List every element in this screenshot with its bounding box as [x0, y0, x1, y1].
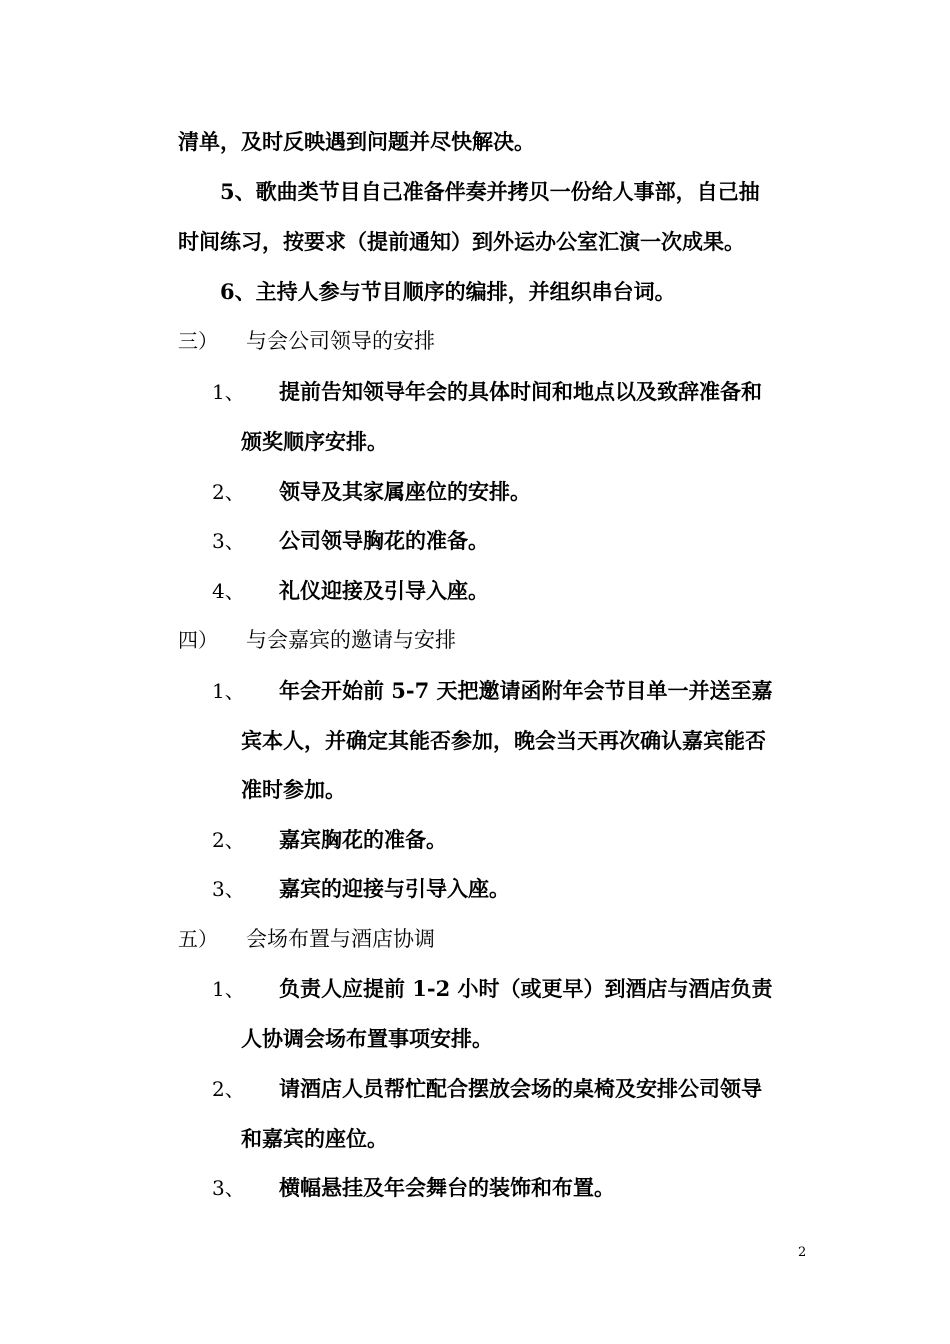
section-4-item-2-text: 嘉宾胸花的准备。 — [279, 827, 447, 852]
section-3-item-4-number: 4、 — [212, 579, 245, 603]
section-5-title: 会场布置与酒店协调 — [246, 927, 435, 951]
section-5-item-1-number: 1、 — [212, 977, 245, 1001]
section-5-item-2-line-2: 和嘉宾的座位。 — [241, 1126, 388, 1151]
section-3-item-2-text: 领导及其家属座位的安排。 — [279, 479, 531, 504]
section-3-item-3-text: 公司领导胸花的准备。 — [279, 528, 489, 553]
section-5-item-3-number: 3、 — [212, 1176, 245, 1200]
page-number: 2 — [798, 1245, 807, 1260]
section-3-item-2-number: 2、 — [212, 480, 245, 504]
section-3-item-1-line-2: 颁奖顺序安排。 — [241, 429, 388, 454]
section-5-item-2-number: 2、 — [212, 1077, 245, 1101]
section-3-number: 三） — [178, 329, 218, 353]
section-3-title: 与会公司领导的安排 — [246, 329, 435, 353]
section-5-item-1-line-2: 人协调会场布置事项安排。 — [241, 1026, 493, 1051]
section-5-number: 五） — [178, 927, 218, 951]
paragraph-6: 6、主持人参与节目顺序的编排，并组织串台词。 — [220, 279, 676, 304]
section-4-title: 与会嘉宾的邀请与安排 — [246, 628, 456, 652]
section-3-item-1-line-1: 提前告知领导年会的具体时间和地点以及致辞准备和 — [279, 379, 762, 404]
section-3-item-4-text: 礼仪迎接及引导入座。 — [279, 578, 489, 603]
section-4-item-1-line-2: 宾本人，并确定其能否参加，晚会当天再次确认嘉宾能否 — [241, 728, 766, 753]
section-3-item-1-number: 1、 — [212, 380, 245, 404]
section-4-item-1-line-3: 准时参加。 — [241, 777, 346, 802]
paragraph-5-line-2: 时间练习，按要求（提前通知）到外运办公室汇演一次成果。 — [178, 229, 745, 254]
section-3-item-3-number: 3、 — [212, 529, 245, 553]
section-5-item-1-line-1: 负责人应提前 1-2 小时（或更早）到酒店与酒店负责 — [279, 976, 773, 1001]
section-5-item-3-text: 横幅悬挂及年会舞台的装饰和布置。 — [279, 1175, 615, 1200]
paragraph-4-continuation: 清单，及时反映遇到问题并尽快解决。 — [178, 129, 535, 154]
section-4-item-3-text: 嘉宾的迎接与引导入座。 — [279, 876, 510, 901]
paragraph-5-line-1: 5、歌曲类节目自己准备伴奏并拷贝一份给人事部，自己抽 — [220, 179, 760, 204]
section-4-number: 四） — [178, 628, 218, 652]
section-4-item-2-number: 2、 — [212, 828, 245, 852]
section-4-item-3-number: 3、 — [212, 877, 245, 901]
section-5-item-2-line-1: 请酒店人员帮忙配合摆放会场的桌椅及安排公司领导 — [279, 1076, 762, 1101]
section-4-item-1-line-1: 年会开始前 5-7 天把邀请函附年会节目单一并送至嘉 — [279, 678, 773, 703]
section-4-item-1-number: 1、 — [212, 679, 245, 703]
